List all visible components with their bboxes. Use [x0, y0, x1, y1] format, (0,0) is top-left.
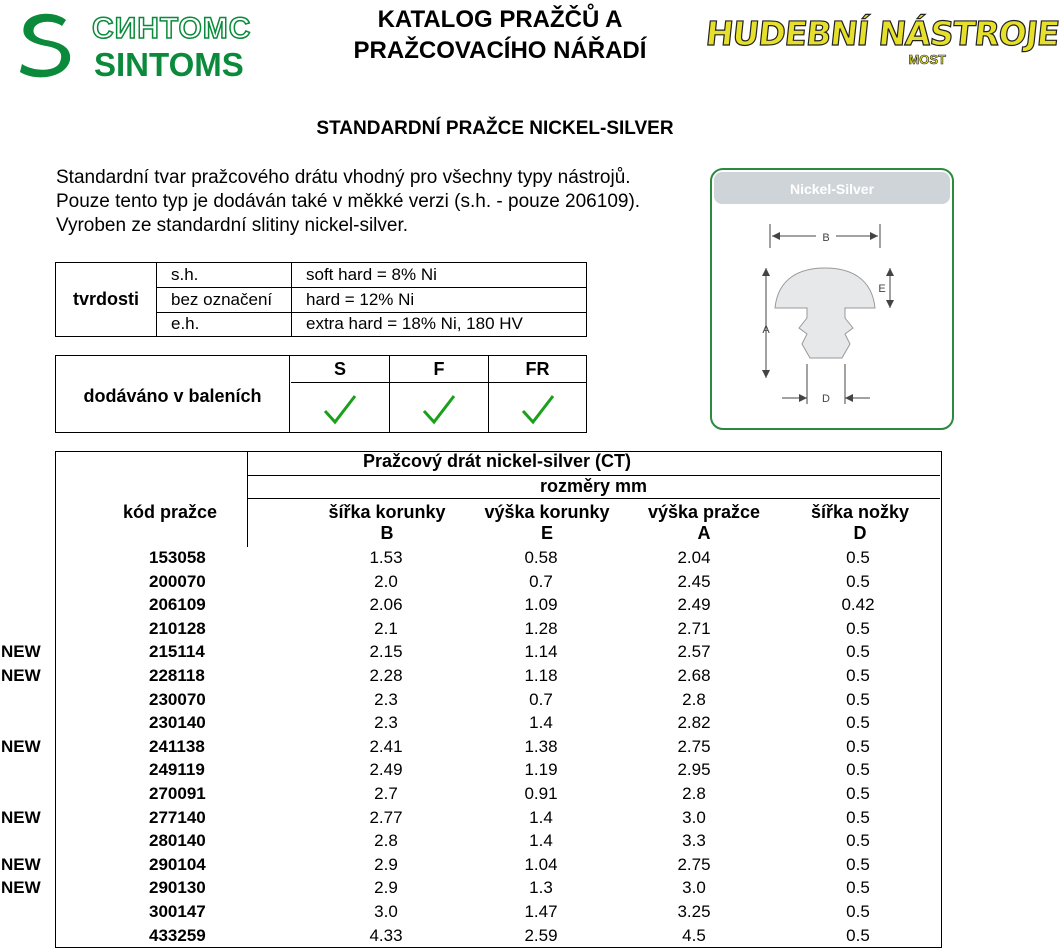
fret-code: 230070 [149, 689, 206, 709]
tang-width: 0.5 [846, 666, 870, 685]
hardness-row [157, 287, 586, 313]
tang-width: 0.5 [846, 689, 870, 709]
fret-height: 3.0 [682, 878, 706, 898]
description-line: Standardní tvar pražcového drátu vhodný pro všechny typy nástrojů. [56, 167, 631, 188]
table-row [55, 642, 940, 666]
fret-code: 280140 [149, 831, 206, 851]
tang-width: 0.5 [846, 807, 870, 827]
crown-height: 1.47 [524, 902, 558, 921]
check-icon [520, 393, 556, 425]
fret-height: 2.57 [677, 642, 711, 662]
crown-width: 2.7 [374, 784, 398, 803]
packaging-col-header: FR [489, 356, 586, 383]
fret-height: 2.49 [677, 595, 711, 615]
crown-width: 2.8 [374, 831, 398, 851]
description [56, 166, 640, 238]
hardness-table [55, 262, 587, 337]
table-row [55, 666, 940, 690]
hardness-row [157, 263, 586, 287]
fret-code: 230140 [149, 713, 206, 733]
crown-height: 0.91 [524, 784, 558, 803]
fret-code: 228118 [149, 666, 205, 685]
col-header-symbol: E [540, 523, 553, 543]
table-row [55, 878, 940, 902]
fret-code: 290130 [149, 878, 206, 898]
new-badge: NEW [1, 736, 41, 756]
packaging-col-f [390, 356, 489, 432]
hardness-desc: extra hard = 18% Ni, 180 HV [306, 314, 523, 333]
fret-height: 3.0 [682, 807, 706, 827]
crown-width: 2.9 [374, 878, 398, 898]
tang-width: 0.5 [846, 760, 870, 780]
title-line-1: KATALOG PRAŽČŮ A [377, 6, 623, 33]
diagram-label-e: E [878, 283, 886, 295]
fret-height: 2.75 [677, 736, 711, 756]
crown-height: 1.4 [529, 807, 553, 827]
crown-height: 1.04 [524, 854, 558, 874]
col-header-symbol: B [380, 523, 394, 543]
table-row [55, 713, 940, 737]
col-header-height-fret [629, 502, 779, 544]
table-row [55, 784, 940, 808]
shop-logo-text: HUDEBNÍ NÁSTROJE [703, 14, 1061, 53]
fret-code: 241138 [149, 736, 205, 756]
tang-width: 0.5 [846, 571, 870, 591]
tang-width: 0.5 [846, 642, 870, 662]
hardness-desc: soft hard = 8% Ni [306, 265, 437, 284]
tang-width: 0.5 [846, 854, 870, 874]
fret-code: 270091 [149, 784, 206, 803]
table-row [55, 760, 940, 784]
table-row [55, 572, 940, 596]
check-icon [421, 393, 457, 425]
col-header-width-crown [312, 502, 462, 544]
code-header: kód pražce [122, 502, 218, 522]
hardness-label: tvrdosti [56, 263, 157, 336]
tang-width: 0.5 [846, 902, 870, 921]
col-header-symbol: A [697, 523, 711, 543]
col-header-height-crown [472, 502, 622, 544]
new-badge: NEW [1, 666, 41, 685]
tang-width: 0.5 [846, 713, 870, 733]
crown-height: 2.59 [524, 925, 558, 945]
fret-code: 215114 [149, 642, 205, 662]
tang-width: 0.5 [846, 925, 870, 945]
page-title [330, 4, 670, 66]
fret-code: 206109 [149, 595, 206, 615]
shop-logo-subtext: MOST [908, 52, 946, 67]
crown-width: 2.3 [374, 689, 398, 709]
shop-logo [702, 6, 1061, 74]
diagram-title: Nickel-Silver [789, 181, 875, 197]
crown-height: 0.7 [529, 689, 553, 709]
col-header-name: výška korunky [484, 502, 610, 522]
tang-width: 0.5 [846, 878, 870, 898]
crown-width: 2.9 [374, 854, 398, 874]
fret-height: 2.95 [677, 760, 711, 780]
crown-height: 1.4 [529, 831, 553, 851]
description-line: Vyroben ze standardní slitiny nickel-silver. [56, 215, 409, 236]
diagram-label-b: B [822, 232, 830, 244]
fret-code: 290104 [149, 854, 206, 874]
hardness-desc: hard = 12% Ni [306, 290, 415, 309]
table-row [55, 548, 940, 572]
col-header-width-tang [785, 502, 935, 544]
crown-width: 4.33 [369, 925, 403, 945]
logo-latin-text: SINTOMS [94, 46, 244, 83]
table-row [55, 595, 940, 619]
fret-height: 2.04 [677, 548, 711, 567]
crown-height: 1.09 [524, 595, 558, 615]
packaging-col-s [291, 356, 390, 432]
fret-code: 200070 [149, 571, 206, 591]
fret-height: 3.25 [677, 902, 711, 921]
tang-width: 0.5 [846, 784, 870, 803]
fret-height: 2.71 [677, 618, 711, 638]
tang-width: 0.5 [846, 831, 870, 851]
tang-width: 0.42 [841, 595, 875, 615]
crown-height: 1.3 [529, 878, 553, 898]
fret-height: 2.8 [682, 689, 706, 709]
crown-width: 2.41 [369, 736, 403, 756]
table-row [55, 690, 940, 714]
new-badge: NEW [1, 807, 41, 827]
fret-code: 249119 [149, 760, 205, 780]
sintoms-logo [14, 8, 264, 83]
hardness-code: e.h. [171, 314, 200, 333]
crown-width: 2.15 [369, 642, 403, 662]
crown-width: 2.0 [374, 571, 398, 591]
packaging-label: dodáváno v baleních [56, 356, 290, 432]
table-caption: Pražcový drát nickel-silver (CT) [362, 451, 632, 471]
crown-height: 0.7 [529, 571, 553, 591]
table-group-header: rozměry mm [539, 476, 648, 496]
fret-profile-diagram [710, 168, 954, 430]
crown-width: 2.77 [369, 807, 403, 827]
diagram-label-a: A [762, 324, 770, 336]
crown-width: 3.0 [374, 902, 398, 921]
packaging-col-header: S [291, 356, 389, 383]
packaging-table [55, 355, 587, 433]
crown-width: 1.53 [369, 548, 403, 567]
hardness-row [157, 312, 586, 336]
fret-height: 2.45 [677, 571, 711, 591]
tang-width: 0.5 [846, 618, 870, 638]
table-row [55, 902, 940, 926]
fret-height: 2.8 [682, 784, 706, 803]
crown-width: 2.06 [369, 595, 403, 615]
packaging-col-header: F [390, 356, 488, 383]
table-row [55, 808, 940, 832]
crown-height: 1.14 [524, 642, 558, 662]
new-badge: NEW [1, 642, 41, 662]
check-icon [322, 393, 358, 425]
col-header-name: výška pražce [647, 502, 761, 522]
fret-height: 2.68 [677, 666, 711, 685]
table-row [55, 855, 940, 879]
crown-height: 1.19 [524, 760, 558, 780]
hardness-code: s.h. [171, 265, 199, 284]
table-row [55, 831, 940, 855]
crown-height: 1.4 [529, 713, 553, 733]
fret-height: 2.82 [677, 713, 711, 733]
fret-code: 153058 [149, 548, 206, 567]
tang-width: 0.5 [846, 548, 870, 567]
crown-width: 2.28 [369, 666, 403, 685]
packaging-col-fr [489, 356, 586, 432]
logo-cyrillic-text: СИНТОМС [92, 12, 252, 45]
table-row [55, 737, 940, 761]
description-line: Pouze tento typ je dodáván také v měkké verzi (s.h. - pouze 206109). [56, 191, 641, 212]
new-badge: NEW [1, 878, 41, 898]
fret-height: 4.5 [682, 925, 706, 945]
table-row [55, 619, 940, 643]
col-header-name: šířka korunky [328, 502, 446, 522]
col-header-name: šířka nožky [810, 502, 910, 522]
diagram-label-d: D [822, 393, 830, 405]
title-line-2: PRAŽCOVACÍHO NÁŘADÍ [353, 37, 647, 64]
fret-code: 300147 [149, 902, 206, 921]
fret-code: 277140 [149, 807, 206, 827]
crown-height: 1.18 [524, 666, 558, 685]
fret-height: 2.75 [677, 854, 711, 874]
sintoms-s-icon [14, 10, 76, 78]
crown-height: 1.28 [524, 618, 558, 638]
new-badge: NEW [1, 854, 41, 874]
fret-code: 210128 [149, 618, 206, 638]
fret-height: 3.3 [682, 831, 706, 851]
crown-width: 2.49 [369, 760, 403, 780]
hardness-code: bez označení [171, 290, 273, 309]
table-row [55, 926, 940, 949]
section-subtitle: STANDARDNÍ PRAŽCE NICKEL-SILVER [316, 118, 674, 139]
fret-code: 433259 [149, 925, 206, 945]
crown-height: 0.58 [524, 548, 558, 567]
tang-width: 0.5 [846, 736, 870, 756]
crown-width: 2.3 [374, 713, 398, 733]
col-header-symbol: D [853, 523, 867, 543]
crown-width: 2.1 [374, 618, 398, 638]
crown-height: 1.38 [524, 736, 558, 756]
